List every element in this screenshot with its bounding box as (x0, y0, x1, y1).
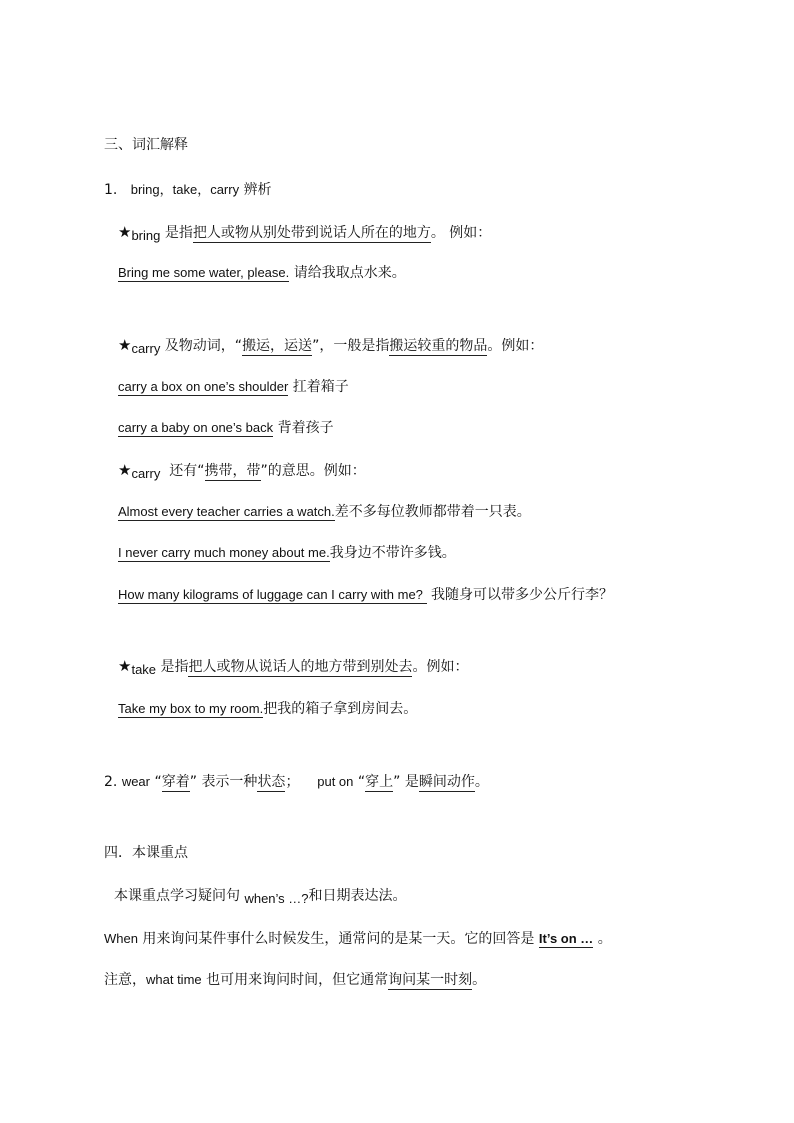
section-title-vocab: 三、词汇解释 (104, 137, 188, 153)
star-icon: ★ (118, 657, 132, 675)
carry-definition-2: ★carry 还有“携带，带”的意思。例如： (118, 461, 366, 481)
take-definition: ★take 是指把人或物从说话人的地方带到别处去。例如： (118, 657, 469, 677)
key-point-line-2: When 用来询问某件事什么时候发生，通常问的是某一天。它的回答是 It’s on … 。 (104, 931, 612, 947)
carry-example-5: How many kilograms of luggage can I carry with me? 我随身可以带多少公斤行李？ (118, 587, 613, 603)
carry-example-2: carry a baby on one’s back 背着孩子 (118, 420, 334, 436)
bring-example: Bring me some water, please. 请给我取点水来。 (118, 265, 406, 281)
star-icon: ★ (118, 223, 132, 241)
item-2-wear-puton: 2. wear “穿着” 表示一种状态； put on “穿上” 是瞬间动作。 (104, 774, 489, 790)
carry-example-3: Almost every teacher carries a watch.差不多每位教师都带着一只表。 (118, 504, 531, 520)
item-1-heading: 1. bring，take，carry 辨析 (104, 182, 272, 198)
star-icon: ★ (118, 336, 132, 354)
key-point-line-1: 本课重点学习疑问句 when’s …?和日期表达法。 (114, 888, 407, 906)
carry-definition-1: ★carry 及物动词，“搬运，运送”，一般是指搬运较重的物品。例如： (118, 336, 544, 356)
carry-example-4: I never carry much money about me.我身边不带许多钱。 (118, 545, 456, 561)
section-title-key-points: 四．本课重点 (104, 845, 188, 861)
take-example: Take my box to my room.把我的箱子拿到房间去。 (118, 701, 418, 717)
bring-definition: ★bring 是指把人或物从别处带到说话人所在的地方。 例如： (118, 223, 492, 243)
key-point-line-3: 注意，what time 也可用来询问时间，但它通常询问某一时刻。 (104, 972, 487, 988)
carry-example-1: carry a box on one’s shoulder 扛着箱子 (118, 379, 349, 395)
star-icon: ★ (118, 461, 132, 479)
